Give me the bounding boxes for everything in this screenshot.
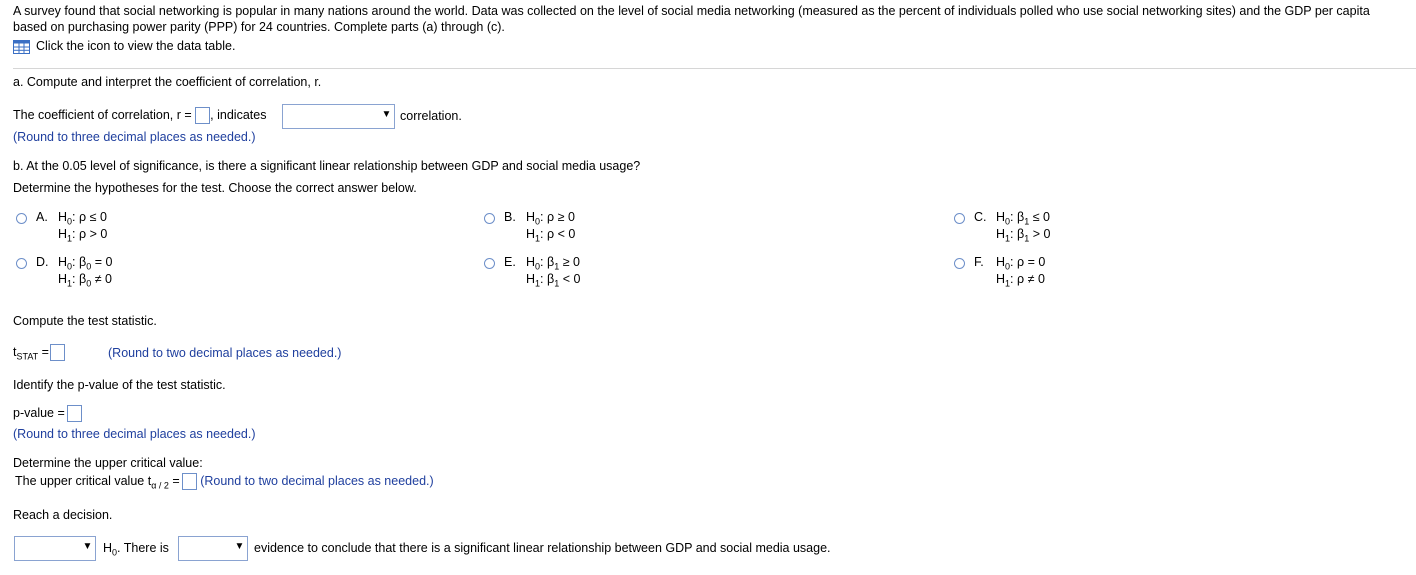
dropdown-arrow-icon: ▼ <box>234 541 245 552</box>
null-hypothesis: $H_0$: ρ ≤ 0 <box>58 210 107 227</box>
data-link-text[interactable]: Click the icon to view the data table. <box>36 39 236 53</box>
reject-decision-dropdown[interactable] <box>14 536 96 561</box>
part-a-suffix: correlation. <box>400 109 462 123</box>
radio-button[interactable] <box>16 258 27 269</box>
data-table-icon[interactable] <box>13 40 30 54</box>
problem-intro: A survey found that social networking is popular in many nations around the world. Data was collected on the level of social media networking (measured as the percent of individuals polled who use social networking sites) and the GDP per capita based on purchasing power parity (PPP) for 24 countries. Complete parts (a) through (c). <box>13 4 1370 34</box>
hypotheses-instruction: Determine the hypotheses for the test. Choose the correct answer below. <box>13 181 417 195</box>
hypothesis-option[interactable] <box>954 255 1046 289</box>
r-answer-box[interactable] <box>195 107 210 124</box>
pvalue-line <box>13 405 82 422</box>
tstat-line <box>13 344 65 361</box>
alternative-hypothesis: $H_1$: $\beta_1 > 0$ <box>996 227 1051 244</box>
section-divider <box>13 68 1416 69</box>
null-hypothesis: $H_0$: $\beta_0 = 0$ <box>58 255 113 272</box>
alternative-hypothesis: $H_1$: ρ ≠ 0 <box>996 272 1045 289</box>
pvalue-hint: (Round to three decimal places as needed.) <box>13 427 256 441</box>
tstat-hint: (Round to two decimal places as needed.) <box>108 346 342 360</box>
correlation-dropdown[interactable] <box>282 104 395 129</box>
hypothesis-option[interactable] <box>16 255 113 289</box>
evidence-dropdown[interactable] <box>178 536 248 561</box>
part-a-line <box>13 107 266 124</box>
part-a-heading: a. Compute and interpret the coefficient of correlation, r. <box>13 75 322 89</box>
critical-hint: (Round to two decimal places as needed.) <box>200 473 434 488</box>
alternative-hypothesis: $H_1$: $\beta_1 < 0$ <box>526 272 581 289</box>
radio-button[interactable] <box>484 213 495 224</box>
critical-answer-box[interactable] <box>182 473 197 490</box>
compute-heading: Compute the test statistic. <box>13 314 157 328</box>
radio-button[interactable] <box>16 213 27 224</box>
data-table-link[interactable] <box>13 39 235 54</box>
option-letter: D. <box>36 255 49 269</box>
pvalue-answer-box[interactable] <box>67 405 82 422</box>
radio-button[interactable] <box>954 213 965 224</box>
pvalue-heading: Identify the p-value of the test statistic. <box>13 378 226 392</box>
dropdown-arrow-icon: ▼ <box>82 541 93 552</box>
radio-button[interactable] <box>484 258 495 269</box>
critical-label: The upper critical value $t_{\alpha / 2}$ = <box>15 473 180 491</box>
option-letter: F. <box>974 255 984 269</box>
null-hypothesis: $H_0$: $\beta_1 \le 0$ <box>996 210 1050 227</box>
radio-button[interactable] <box>954 258 965 269</box>
null-hypothesis: $H_0$: ρ = 0 <box>996 255 1046 272</box>
hypothesis-option[interactable] <box>484 210 576 244</box>
option-letter: C. <box>974 210 987 224</box>
hypothesis-option[interactable] <box>16 210 108 244</box>
null-hypothesis: $H_0$: ρ ≥ 0 <box>526 210 575 227</box>
option-letter: B. <box>504 210 516 224</box>
tstat-answer-box[interactable] <box>50 344 65 361</box>
decision-suffix: evidence to conclude that there is a significant linear relationship between GDP and social media usage. <box>254 541 831 555</box>
part-a-hint: (Round to three decimal places as needed.) <box>13 130 256 144</box>
decision-mid: $H_0$. There is <box>103 541 169 558</box>
dropdown-arrow-icon: ▼ <box>381 109 392 120</box>
null-hypothesis: $H_0$: $\beta_1 \ge 0$ <box>526 255 580 272</box>
alternative-hypothesis: $H_1$: $\beta_0 \ne 0$ <box>58 272 112 289</box>
alternative-hypothesis: $H_1$: ρ < 0 <box>526 227 576 244</box>
hypothesis-option[interactable] <box>484 255 581 289</box>
hypothesis-option[interactable] <box>954 210 1051 244</box>
part-a-mid: , indicates <box>210 107 267 122</box>
tstat-label: $t_{STAT}$ = <box>13 344 49 362</box>
part-b-heading: b. At the 0.05 level of significance, is there a significant linear relationship between GDP and social media usage? <box>13 159 641 173</box>
pvalue-label: p-value = <box>13 405 65 420</box>
critical-line <box>15 473 434 490</box>
decision-heading: Reach a decision. <box>13 508 113 522</box>
part-a-prefix: The coefficient of correlation, r = <box>13 107 192 122</box>
option-letter: E. <box>504 255 516 269</box>
option-letter: A. <box>36 210 48 224</box>
critical-heading: Determine the upper critical value: <box>13 456 203 470</box>
alternative-hypothesis: $H_1$: ρ > 0 <box>58 227 108 244</box>
